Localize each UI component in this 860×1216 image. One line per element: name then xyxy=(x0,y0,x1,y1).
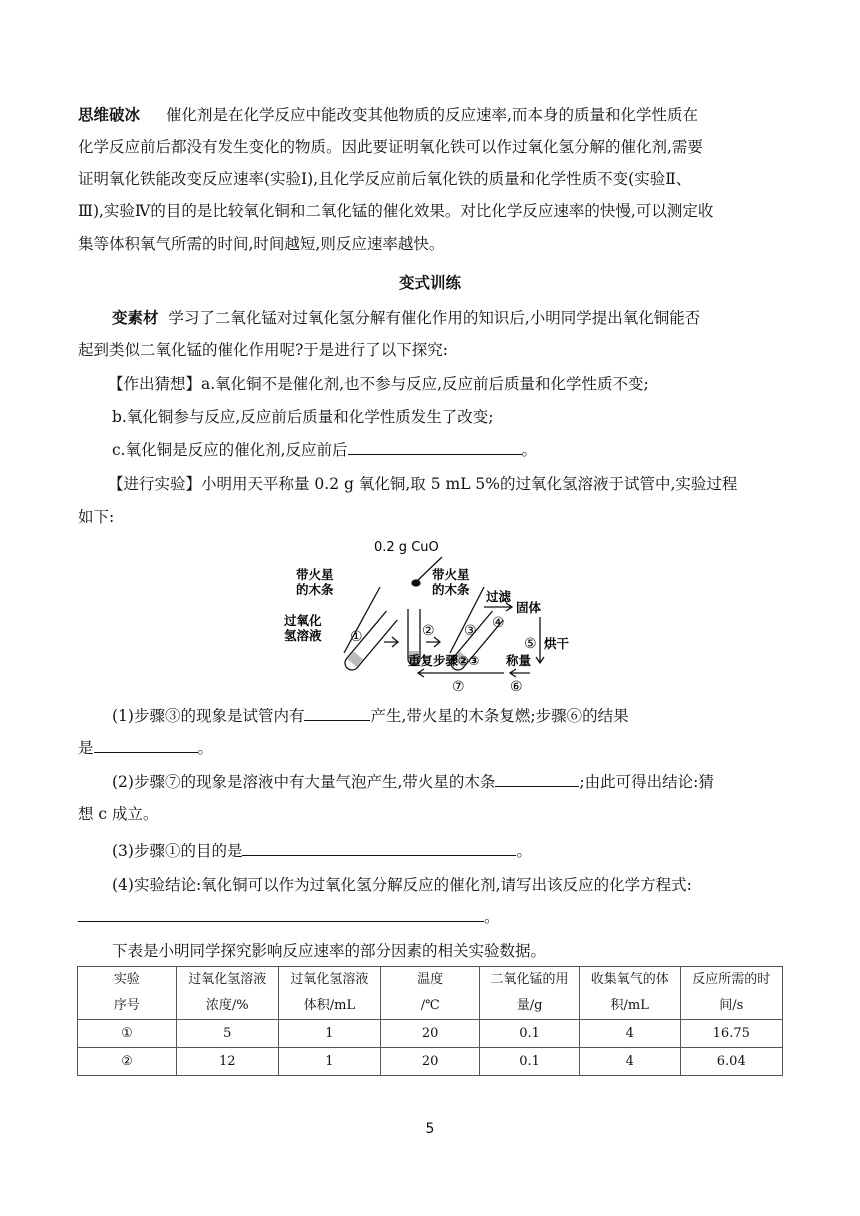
table-header-cell: 量/g xyxy=(480,993,580,1020)
problem-label: 变素材 xyxy=(112,309,159,327)
splint2-label-a: 带火星 xyxy=(432,567,470,582)
step-1-label: ① xyxy=(350,629,363,645)
question-1-text-b: 产生,带火星的木条复燃;步骤⑥的结果 xyxy=(370,707,629,725)
table-header-row-1 xyxy=(78,967,783,994)
cuo-label: 0.2 g CuO xyxy=(374,540,439,555)
guess-b: b.氧化铜参与反应,反应前后质量和化学性质发生了改变; xyxy=(112,408,494,426)
table-cell: ① xyxy=(78,1020,177,1048)
table-header-cell: 体积/mL xyxy=(278,993,380,1020)
answer-blank-q2[interactable] xyxy=(495,771,579,787)
table-cell: 0.1 xyxy=(480,1048,580,1076)
repeat-label: 重复步骤②③ xyxy=(408,653,480,668)
question-4-period: 。 xyxy=(484,908,500,926)
question-1-period: 。 xyxy=(197,739,214,757)
question-3-text: (3)步骤①的目的是 xyxy=(112,842,243,860)
analysis-label: 思维破冰 xyxy=(78,106,141,124)
question-1-text-a: (1)步骤③的现象是试管内有 xyxy=(112,707,305,725)
question-2-line-1 xyxy=(112,771,714,793)
solid-label: 固体 xyxy=(516,600,542,615)
weigh-label: 称量 xyxy=(506,653,532,668)
table-header-cell: 过氧化氢溶液 xyxy=(176,967,278,994)
table-row xyxy=(78,1020,783,1048)
table-cell: 16.75 xyxy=(680,1020,782,1048)
arrow-repeat xyxy=(418,669,504,677)
analysis-line-5: 集等体积氧气所需的时间,时间越短,则反应速率越快。 xyxy=(78,235,445,253)
table-header-cell: 间/s xyxy=(680,993,782,1020)
analysis-text-1: 催化剂是在化学反应中能改变其他物质的反应速率,而本身的质量和化学性质在 xyxy=(166,106,698,124)
table-cell: 1 xyxy=(278,1048,380,1076)
data-table xyxy=(77,966,783,1076)
table-cell: ② xyxy=(78,1048,177,1076)
answer-blank-q3[interactable] xyxy=(242,840,516,856)
page-number: 5 xyxy=(425,1121,435,1137)
table-header-cell: 过氧化氢溶液 xyxy=(278,967,380,994)
problem-intro-2: 起到类似二氧化锰的催化作用呢?于是进行了以下探究: xyxy=(78,341,449,359)
arrow-dry xyxy=(536,617,544,663)
answer-blank-q1-gas[interactable] xyxy=(304,705,370,721)
splint2-label-b: 的木条 xyxy=(432,582,470,597)
experiment-line-1: 【进行实验】小明用天平称量 0.2 g 氧化铜,取 5 mL 5%的过氧化氢溶液于试管中,实验过程 xyxy=(108,475,738,493)
question-1-text-c: 是 xyxy=(78,739,94,757)
arrow-1 xyxy=(384,637,398,647)
table-cell: 0.1 xyxy=(480,1020,580,1048)
analysis-line-2: 化学反应前后都没有发生变化的物质。因此要证明氧化铁可以作过氧化氢分解的催化剂,需要 xyxy=(78,138,703,156)
step-5-label: ⑤ xyxy=(524,636,537,652)
step-2-label: ② xyxy=(422,623,435,639)
filter-label: 过滤 xyxy=(486,589,512,604)
table-cell: 1 xyxy=(278,1020,380,1048)
question-2-line-2: 想 c 成立。 xyxy=(78,805,159,823)
step-4-label: ④ xyxy=(492,615,505,631)
table-header-cell: 温度 xyxy=(381,967,480,994)
table-header-cell: 收集氧气的体 xyxy=(579,967,680,994)
question-2-text-a: (2)步骤⑦的现象是溶液中有大量气泡产生,带火星的木条 xyxy=(112,773,496,791)
answer-blank-q4-equation[interactable] xyxy=(78,906,484,922)
question-1-line-1 xyxy=(112,705,629,727)
table-header-row-2 xyxy=(78,993,783,1020)
table-header-cell: 序号 xyxy=(78,993,177,1020)
section-title: 变式训练 xyxy=(398,274,461,292)
step-3-label: ③ xyxy=(464,623,477,639)
step-7-label: ⑦ xyxy=(452,679,465,695)
table-row xyxy=(78,1048,783,1076)
analysis-line-1 xyxy=(78,104,698,126)
analysis-line-4: Ⅲ),实验Ⅳ的目的是比较氧化铜和二氧化锰的催化效果。对比化学反应速率的快慢,可以测定收 xyxy=(78,202,714,220)
answer-blank-guess-c[interactable] xyxy=(348,439,522,455)
question-4-line-1: (4)实验结论:氧化铜可以作为过氧化氢分解反应的催化剂,请写出该反应的化学方程式: xyxy=(112,876,692,894)
step-6-label: ⑥ xyxy=(510,679,523,695)
guess-c-period: 。 xyxy=(521,441,538,459)
guess-c-text: c.氧化铜是反应的催化剂,反应前后 xyxy=(112,441,348,459)
table-header-cell: 浓度/% xyxy=(176,993,278,1020)
solution-label-a: 过氧化 xyxy=(284,613,322,628)
question-1-line-2 xyxy=(78,737,213,759)
arrow-weigh xyxy=(510,669,530,677)
table-cell: 4 xyxy=(579,1020,680,1048)
question-3-period: 。 xyxy=(516,842,532,860)
table-header-cell: 实验 xyxy=(78,967,177,994)
guess-a: 【作出猜想】a.氧化铜不是催化剂,也不参与反应,反应前后质量和化学性质不变; xyxy=(108,375,649,393)
table-cell: 4 xyxy=(579,1048,680,1076)
dry-label: 烘干 xyxy=(544,636,570,651)
table-header-cell: 二氧化锰的用 xyxy=(480,967,580,994)
solution-label-b: 氢溶液 xyxy=(284,628,322,643)
guess-c xyxy=(112,439,537,461)
table-header-cell: 积/mL xyxy=(579,993,680,1020)
question-2-text-b: ;由此可得出结论:猜 xyxy=(579,773,714,791)
table-header-cell: /℃ xyxy=(381,993,480,1020)
table-cell: 20 xyxy=(381,1020,480,1048)
table-cell: 6.04 xyxy=(680,1048,782,1076)
table-cell: 5 xyxy=(176,1020,278,1048)
table-cell: 12 xyxy=(176,1048,278,1076)
table-intro: 下表是小明同学探究影响反应速率的部分因素的相关实验数据。 xyxy=(112,942,547,960)
analysis-line-3: 证明氧化铁能改变反应速率(实验Ⅰ),且化学反应前后氧化铁的质量和化学性质不变(实验Ⅱ、 xyxy=(78,170,692,188)
question-3-line xyxy=(112,840,532,862)
experiment-diagram xyxy=(280,535,580,697)
question-4-line-2 xyxy=(78,906,500,928)
answer-blank-q1-result[interactable] xyxy=(94,737,198,753)
splint1-label-b: 的木条 xyxy=(296,582,334,597)
table-header-cell: 反应所需的时 xyxy=(680,967,782,994)
experiment-line-2: 如下: xyxy=(78,508,115,526)
table-cell: 20 xyxy=(381,1048,480,1076)
splint1-label-a: 带火星 xyxy=(296,567,334,582)
problem-intro-text: 学习了二氧化锰对过氧化氢分解有催化作用的知识后,小明同学提出氧化铜能否 xyxy=(168,309,701,327)
problem-intro-1 xyxy=(112,307,700,329)
arrow-filter xyxy=(484,603,512,611)
